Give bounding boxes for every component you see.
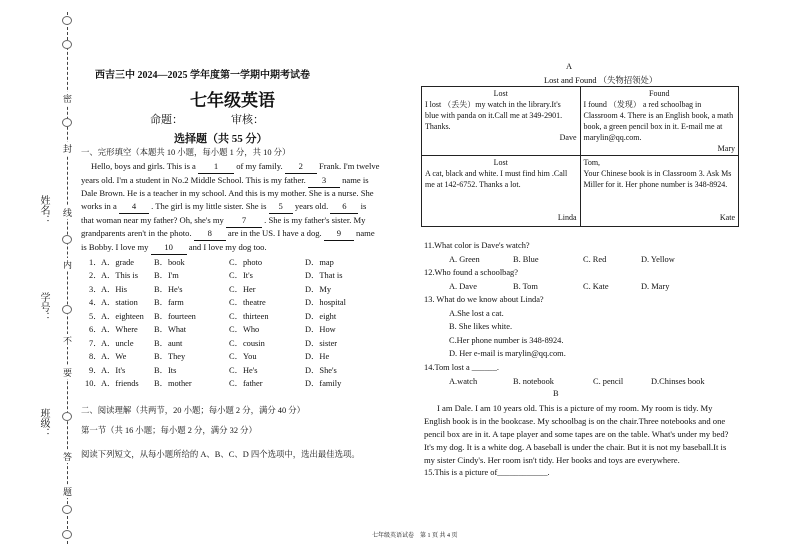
passage-line: that woman near my father? Oh, she's my 7 . She is my father's sister. My (81, 214, 365, 228)
passage-b-line: It's my dog. It is a white dog. A baseball is under the chair. But it is not my baseball.It is (424, 442, 727, 452)
passage-line: years old. I'm a student in No.2 Middle School. This is my father. 3 name is (81, 174, 369, 188)
passage-a-label: A (566, 62, 573, 71)
question-15: 15.This is a picture of____________. (424, 468, 550, 477)
blank-5: 5 (269, 200, 293, 214)
binding-hole (62, 16, 72, 25)
binding-hole (62, 530, 72, 539)
question-11: 11.What color is Dave's watch? (424, 241, 530, 250)
question-12: 12.Who found a schoolbag? (424, 268, 518, 277)
passage-line: Dale Brown. He is a teacher in my school. And this is my mother. She is a nurse. She (81, 188, 374, 198)
name-label: 姓名： (38, 195, 49, 225)
notice-cell (580, 87, 739, 156)
seal-char: 题 (63, 487, 73, 497)
binding-hole (62, 118, 72, 127)
seal-char: 封 (63, 144, 73, 154)
blank-6: 6 (330, 200, 358, 214)
notice-signature: Mary (717, 144, 735, 153)
binding-hole (62, 235, 72, 244)
passage-b-label: B (553, 389, 559, 398)
answer-option[interactable]: A.watch (449, 377, 478, 386)
seal-char: 线 (63, 208, 73, 218)
notice-heading: Lost (493, 89, 508, 98)
blank-1: 1 (198, 160, 234, 174)
question-13: 13. What do we know about Linda? (424, 295, 544, 304)
blank-3: 3 (308, 174, 340, 188)
seal-char: 内 (63, 260, 73, 270)
answer-option[interactable]: A. Green (449, 255, 480, 264)
notice-text: I lost （丢失）my watch in the library.It's blue with panda on it.Call me at 349-2901. Thanks. (425, 100, 563, 131)
lost-found-title: Lost and Found （失物招领处） (544, 76, 658, 85)
answer-option[interactable]: C. pencil (593, 377, 624, 386)
notice-text: A cat, black and white. I must find him .Call me at 142-6752. Thanks a lot. (425, 169, 568, 189)
passage-b-line: my sister Cindy's. Her room isn't tidy. Her books and toys are everywhere. (424, 455, 680, 465)
notice-cell (422, 87, 581, 156)
passage-line: grandparents aren't in the photo. 8 are in the US. I have a dog. 9 name (81, 227, 375, 241)
lost-and-found-table (421, 86, 739, 227)
passage-b-line: English book is in the bookcase. My schoolbag is on the chair.Three notebooks and one (424, 416, 726, 426)
passage-b-line: I am Dale. I am 10 years old. This is a picture of my room. My room is tidy. My (437, 403, 713, 413)
seal-char: 密 (63, 94, 73, 104)
answer-option[interactable]: C. Kate (583, 282, 609, 291)
student-id-label: 学号： (38, 292, 49, 322)
answer-option[interactable]: B. Blue (513, 255, 539, 264)
answer-option[interactable]: D. Her e-mail is marylin@qq.com. (449, 349, 566, 358)
section-one-heading: 一、完形填空（本题共 10 小题，每小题 1 分，共 10 分） (81, 148, 291, 157)
notice-signature: Dave (559, 133, 577, 142)
answer-option[interactable]: A. Dave (449, 282, 477, 291)
binding-hole (62, 40, 72, 49)
passage-line: Hello, boys and girls. This is a 1 of my family. 2 Frank. I'm twelve (81, 160, 379, 174)
binding-hole (62, 412, 72, 421)
notice-signature: Linda (557, 213, 577, 222)
notice-text: I found （发现） a red schoolbag in Classroom 4. There is an English book, a math book, a green pencil box in it. E-mail me at marylin@qq.com. (583, 100, 734, 142)
notice-cell (422, 156, 581, 227)
binding-hole (62, 505, 72, 514)
answer-option[interactable]: D. Mary (641, 282, 670, 291)
notice-text: Your Chinese book is in Classroom 3. Ask Ms Miller for it. Her phone number is 348-8924. (583, 169, 732, 189)
reviewer-label: 审核： (231, 114, 264, 126)
passage-line: works in a 4 . The girl is my little sister. She is 5 years old. 6 is (81, 200, 366, 214)
class-label: 班级： (38, 408, 49, 438)
reading-instruction: 阅读下列短文，从每小题所给的 A、B、C、D 四个选项中，选出最佳选项。 (81, 450, 360, 459)
answer-option[interactable]: B. She likes white. (449, 322, 513, 331)
answer-option[interactable]: C. Red (583, 255, 607, 264)
seal-char: 不 (63, 336, 73, 346)
answer-option[interactable]: B. Tom (513, 282, 538, 291)
answer-option[interactable]: A.She lost a cat. (449, 309, 504, 318)
answer-option[interactable]: D. Yellow (641, 255, 675, 264)
passage-b-line: pencil box are in it. A tape player and some tapes are on the table. What's under my bed? (424, 429, 729, 439)
passage-line: is Bobby. I love my 10 and I love my dog too. (81, 241, 267, 255)
blank-9: 9 (324, 227, 354, 241)
notice-heading: Lost (493, 158, 508, 167)
binding-hole (62, 305, 72, 314)
notice-cell (580, 156, 739, 227)
blank-2: 2 (285, 160, 317, 174)
part-one-title: 选择题（共 55 分） (174, 133, 268, 145)
seal-char: 答 (63, 452, 73, 462)
answer-option[interactable]: D.Chinses book (651, 377, 705, 386)
notice-heading: Tom, (583, 158, 601, 167)
notice-signature: Kate (719, 213, 735, 222)
page-footer: 七年级英语试卷 第 1 页 共 4 页 (372, 533, 458, 539)
setter-label: 命题： (150, 114, 183, 126)
blank-7: 7 (226, 214, 262, 228)
exam-title: 西吉三中 2024—2025 学年度第一学期中期考试卷 (95, 70, 310, 81)
subsection-one-heading: 第一节（共 16 小题；每小题 2 分，满分 32 分） (81, 426, 257, 435)
subject-title: 七年级英语 (190, 91, 275, 111)
notice-heading: Found (649, 89, 670, 98)
answer-option[interactable]: C.Her phone number is 348-8924. (449, 336, 564, 345)
seal-char: 要 (63, 368, 73, 378)
blank-10: 10 (151, 241, 187, 255)
blank-4: 4 (119, 200, 149, 214)
section-two-heading: 二、阅读理解（共两节，20 小题；每小题 2 分，满分 40 分） (81, 406, 306, 415)
question-14: 14.Tom lost a ______. (424, 363, 500, 372)
answer-option[interactable]: B. notebook (513, 377, 554, 386)
blank-8: 8 (194, 227, 226, 241)
